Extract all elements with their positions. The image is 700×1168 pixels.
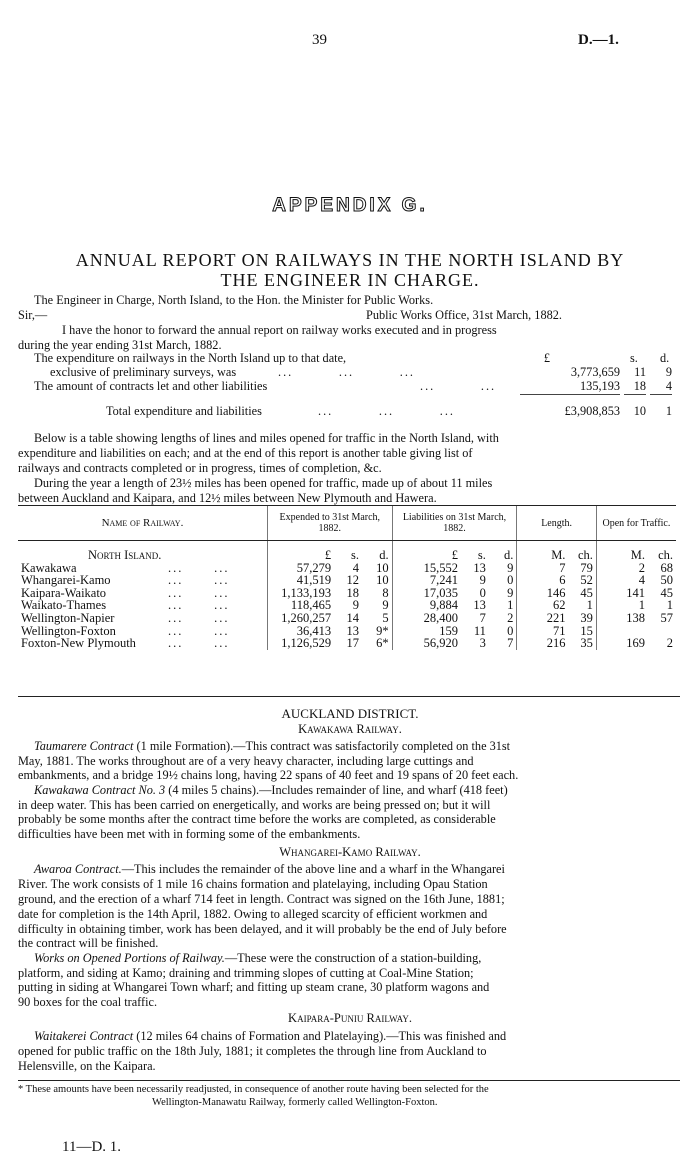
open-chains: 45 bbox=[660, 585, 673, 600]
unit-chains: ch. bbox=[658, 548, 673, 562]
section-heading-whangarei: Whangarei-Kamo Railway. bbox=[279, 845, 421, 859]
liabilities-pounds: 15,552 bbox=[392, 562, 461, 575]
summary-value-pence: 4 bbox=[650, 379, 672, 395]
paragraph-line: difficulties have been met with in forming some of the embankments. bbox=[18, 827, 361, 841]
expended-pounds: 57,279 bbox=[267, 562, 334, 575]
summary-value-shillings: 11 bbox=[634, 365, 646, 379]
length-chains: 35 bbox=[580, 636, 593, 651]
district-heading: AUCKLAND DISTRICT. bbox=[281, 706, 419, 721]
leader-dots: ... ... bbox=[168, 573, 230, 588]
summary-row-label: The expenditure on railways in the North Island up to that date, bbox=[34, 351, 347, 365]
liabilities-pounds: 9,884 bbox=[392, 599, 461, 612]
table-row bbox=[18, 587, 676, 600]
summary-total-pounds: £3,908,853 bbox=[564, 404, 620, 418]
expended-pence: 9 bbox=[382, 598, 389, 613]
expended-shillings: 13 bbox=[346, 623, 360, 638]
paragraph-line: probably be some months after the contract time before the works are completed, as considerable bbox=[18, 812, 496, 826]
letter-intro-cont: during the year ending 31st March, 1882. bbox=[18, 338, 222, 352]
letter-addressee: The Engineer in Charge, North Island, to the Hon. the Minister for Public Works. bbox=[34, 293, 434, 307]
summary-total-shillings: 10 bbox=[633, 404, 646, 418]
expended-pounds: 1,133,193 bbox=[267, 587, 334, 600]
expended-shillings: 9 bbox=[352, 598, 360, 613]
liabilities-pounds: 56,920 bbox=[392, 637, 461, 650]
expended-pence: 6* bbox=[376, 636, 389, 651]
contract-name: Works on Opened Portions of Railway. bbox=[34, 951, 225, 965]
summary-total-pence: 1 bbox=[665, 404, 672, 418]
railway-name-text: Kawakawa bbox=[21, 560, 77, 575]
liabilities-pence: 9 bbox=[507, 560, 514, 575]
expended-pounds: 41,519 bbox=[267, 574, 334, 587]
railway-name-text: Waikato-Thames bbox=[21, 598, 107, 613]
paragraph-line: Below is a table showing lengths of lines and miles opened for traffic in the North Island, with bbox=[34, 431, 499, 445]
expended-shillings: 18 bbox=[346, 585, 360, 600]
expended-shillings: 12 bbox=[346, 573, 360, 588]
unit-pence: d. bbox=[503, 548, 514, 562]
unit-pounds: £ bbox=[267, 549, 334, 562]
footnote-line: * These amounts have been necessarily readjusted, in consequence of another route having been selected for the bbox=[18, 1084, 489, 1095]
summary-row-label: The amount of contracts let and other liabilities bbox=[34, 379, 268, 393]
unit-miles: M. bbox=[596, 549, 648, 562]
unit-miles: M. bbox=[517, 549, 569, 562]
leader-dots: ... ... bbox=[168, 636, 230, 651]
railway-name-text: Foxton-New Plymouth bbox=[21, 636, 136, 651]
liabilities-shillings: 13 bbox=[473, 560, 486, 575]
paragraph-line: difficulty in obtaining timber, work has been delayed, and it will probably be the end of July before bbox=[18, 922, 507, 936]
table-row bbox=[18, 612, 676, 625]
table-row bbox=[18, 574, 676, 587]
length-chains: 52 bbox=[580, 573, 593, 588]
railway-name-text: Wellington-Napier bbox=[21, 610, 115, 625]
length-miles: 221 bbox=[517, 612, 569, 625]
header-name: Name of Railway. bbox=[18, 506, 267, 541]
letter-place-date: Public Works Office, 31st March, 1882. bbox=[366, 308, 562, 322]
expended-pence: 8 bbox=[382, 585, 389, 600]
summary-col-pence: d. bbox=[660, 351, 670, 365]
liabilities-pence: 0 bbox=[507, 573, 514, 588]
unit-pence: d. bbox=[379, 548, 389, 562]
signature-mark: 11—D. 1. bbox=[62, 1139, 122, 1155]
length-miles: 71 bbox=[517, 625, 569, 638]
paragraph-line: 90 boxes for the coal traffic. bbox=[18, 995, 158, 1009]
paragraph-line: (12 miles 64 chains of Formation and Platelaying).—This was finished and bbox=[136, 1029, 507, 1043]
unit-shillings: s. bbox=[477, 548, 486, 562]
paragraph-line: (1 mile Formation).—This contract was satisfactorily completed on the 31st bbox=[136, 739, 511, 753]
footnote-rule bbox=[18, 1080, 680, 1081]
railway-name-text: Whangarei-Kamo bbox=[21, 573, 111, 588]
paragraph-line: —This includes the remainder of the above line and a wharf in the Whangarei bbox=[121, 862, 505, 876]
summary-value-shillings: 18 bbox=[624, 379, 646, 395]
open-chains: 2 bbox=[666, 636, 673, 651]
length-miles: 62 bbox=[517, 599, 569, 612]
paragraph-line: May, 1881. The works throughout are of a very heavy character, including large cuttings and bbox=[18, 754, 474, 768]
liabilities-pence: 0 bbox=[507, 623, 514, 638]
expended-pence: 10 bbox=[376, 560, 389, 575]
length-miles: 216 bbox=[517, 637, 569, 650]
open-miles: 2 bbox=[596, 562, 648, 575]
length-chains: 79 bbox=[580, 560, 593, 575]
header-length: Length. bbox=[517, 506, 597, 541]
table-bottom-rule bbox=[18, 696, 680, 697]
paragraph-line: railways and contracts completed or in progress, times of completion, &c. bbox=[18, 461, 382, 475]
summary-row-label-cont: exclusive of preliminary surveys, was bbox=[50, 365, 237, 379]
paragraph-line: in deep water. This has been carried on energetically, and works are being pressed on; but it will bbox=[18, 798, 491, 812]
appendix-heading: APPENDIX G. bbox=[272, 195, 428, 216]
summary-col-shillings: s. bbox=[630, 351, 638, 365]
unit-shillings: s. bbox=[351, 548, 360, 562]
length-miles: 146 bbox=[517, 587, 569, 600]
length-chains: 1 bbox=[586, 598, 593, 613]
liabilities-pence: 2 bbox=[507, 610, 514, 625]
liabilities-pence: 9 bbox=[507, 585, 514, 600]
report-title-line1: ANNUAL REPORT ON RAILWAYS IN THE NORTH ISLAND BY bbox=[75, 250, 625, 270]
paragraph-line: the contract will be finished. bbox=[18, 936, 159, 950]
expended-pence: 10 bbox=[376, 573, 389, 588]
liabilities-pounds: 7,241 bbox=[392, 574, 461, 587]
document-reference: D.—1. bbox=[578, 32, 619, 48]
liabilities-pounds: 17,035 bbox=[392, 587, 461, 600]
paragraph-line: —These were the construction of a station-building, bbox=[224, 951, 482, 965]
liabilities-shillings: 0 bbox=[479, 585, 486, 600]
open-chains: 57 bbox=[660, 610, 673, 625]
liabilities-pounds: 28,400 bbox=[392, 612, 461, 625]
unit-pounds: £ bbox=[392, 549, 461, 562]
railway-name-text: Kaipara-Waikato bbox=[21, 585, 107, 600]
leader-dots: ... ... ... bbox=[318, 404, 456, 418]
open-miles: 169 bbox=[596, 637, 648, 650]
section-heading-kawakawa: Kawakawa Railway. bbox=[298, 722, 402, 736]
summary-value-pence: 9 bbox=[665, 365, 672, 379]
expended-shillings: 17 bbox=[346, 636, 360, 651]
railway-name-text: Wellington-Foxton bbox=[21, 623, 116, 638]
table-header-row bbox=[18, 506, 676, 541]
contract-name: Awaroa Contract. bbox=[34, 862, 122, 876]
table-row bbox=[18, 637, 676, 650]
length-miles: 6 bbox=[517, 574, 569, 587]
open-miles: 4 bbox=[596, 574, 648, 587]
table-units-row bbox=[18, 549, 676, 562]
summary-value-pounds: 3,773,659 bbox=[570, 365, 620, 379]
paragraph-line: between Auckland and Kaipara, and 12½ miles between New Plymouth and Hawera. bbox=[18, 491, 437, 505]
leader-dots: ... ... bbox=[420, 379, 497, 393]
expended-shillings: 4 bbox=[352, 560, 360, 575]
liabilities-pence: 1 bbox=[507, 598, 514, 613]
expended-pence: 5 bbox=[382, 610, 389, 625]
leader-dots: ... ... bbox=[168, 585, 230, 600]
expended-pounds: 1,126,529 bbox=[267, 637, 334, 650]
leader-dots: ... ... bbox=[168, 623, 230, 638]
paragraph-line: During the year a length of 23½ miles has been opened for traffic, made up of about 11 miles bbox=[34, 476, 493, 490]
railway-table bbox=[18, 505, 676, 650]
paragraph-line: (4 miles 5 chains).—Includes remainder of line, and wharf (418 feet) bbox=[168, 783, 508, 797]
liabilities-shillings: 11 bbox=[473, 623, 486, 638]
letter-salutation: Sir,— bbox=[18, 308, 48, 322]
liabilities-shillings: 7 bbox=[479, 610, 486, 625]
paragraph-line: embankments, and a bridge 19½ chains long, having 22 spans of 40 feet and 19 spans of 20 feet each. bbox=[18, 768, 519, 782]
summary-value-pounds: 135,193 bbox=[520, 379, 620, 395]
paragraph-line: opened for public traffic on the 18th July, 1881; it completes the through line from Auckland to bbox=[18, 1044, 487, 1058]
contract-name: Taumarere Contract bbox=[34, 739, 134, 753]
paragraph-line: platform, and siding at Kamo; draining and trimming slopes of cutting at Coal-Mine Station; bbox=[18, 966, 474, 980]
paragraph-line: expenditure and liabilities on each; and at the end of this report is another table giving list of bbox=[18, 446, 473, 460]
leader-dots: ... ... bbox=[168, 598, 230, 613]
paragraph-line: putting in siding at Whangarei Town wharf; and fitting up steam crane, 30 platform wagons and bbox=[18, 980, 490, 994]
liabilities-shillings: 13 bbox=[473, 598, 486, 613]
open-miles: 1 bbox=[596, 599, 648, 612]
report-title-line2: THE ENGINEER IN CHARGE. bbox=[220, 270, 480, 290]
section-heading-kaipara: Kaipara-Puniu Railway. bbox=[288, 1011, 412, 1025]
header-open: Open for Traffic. bbox=[596, 506, 676, 541]
summary-col-pounds: £ bbox=[543, 351, 551, 365]
open-chains: 68 bbox=[660, 560, 673, 575]
contract-name: Kawakawa Contract No. 3 bbox=[34, 783, 166, 797]
leader-dots: ... ... bbox=[168, 560, 230, 575]
paragraph-line: date for completion is the 14th April, 1882. Owing to alleged scarcity of efficient workmen and bbox=[18, 907, 488, 921]
length-miles: 7 bbox=[517, 562, 569, 575]
liabilities-shillings: 3 bbox=[479, 636, 486, 651]
unit-chains: ch. bbox=[577, 548, 593, 562]
paragraph-line: ground, and the erection of a wharf 714 feet in length. Contract was signed on the 16th June, 1881; bbox=[18, 892, 505, 906]
liabilities-pence: 7 bbox=[507, 636, 514, 651]
expended-pounds: 36,413 bbox=[267, 625, 334, 638]
expended-pence: 9* bbox=[376, 623, 389, 638]
page-number: 39 bbox=[312, 32, 327, 48]
header-liabilities: Liabilities on 31st March, 1882. bbox=[392, 506, 517, 541]
open-chains: 1 bbox=[666, 598, 673, 613]
leader-dots: ... ... bbox=[168, 610, 230, 625]
open-chains: 50 bbox=[660, 573, 673, 588]
leader-dots: ... ... ... bbox=[278, 365, 416, 379]
length-chains: 15 bbox=[580, 623, 593, 638]
header-expended: Expended to 31st March, 1882. bbox=[267, 506, 392, 541]
paragraph-line: Helensville, on the Kaipara. bbox=[18, 1059, 156, 1073]
length-chains: 45 bbox=[580, 585, 593, 600]
expended-shillings: 14 bbox=[346, 610, 360, 625]
railway-name bbox=[18, 637, 267, 650]
footnote-line: Wellington-Manawatu Railway, formerly called Wellington-Foxton. bbox=[152, 1097, 438, 1108]
expended-pounds: 118,465 bbox=[267, 599, 334, 612]
contract-name: Waitakerei Contract bbox=[34, 1029, 134, 1043]
liabilities-shillings: 9 bbox=[479, 573, 486, 588]
letter-intro: I have the honor to forward the annual report on railway works executed and in progress bbox=[62, 323, 497, 337]
liabilities-pounds: 159 bbox=[392, 625, 461, 638]
summary-total-label: Total expenditure and liabilities bbox=[106, 404, 262, 418]
expended-pounds: 1,260,257 bbox=[267, 612, 334, 625]
open-miles: 141 bbox=[596, 587, 648, 600]
length-chains: 39 bbox=[580, 610, 593, 625]
paragraph-line: River. The work consists of 1 mile 16 chains formation and platelaying, including Opau Station bbox=[18, 877, 488, 891]
section-label: North Island. bbox=[88, 548, 162, 562]
open-miles: 138 bbox=[596, 612, 648, 625]
